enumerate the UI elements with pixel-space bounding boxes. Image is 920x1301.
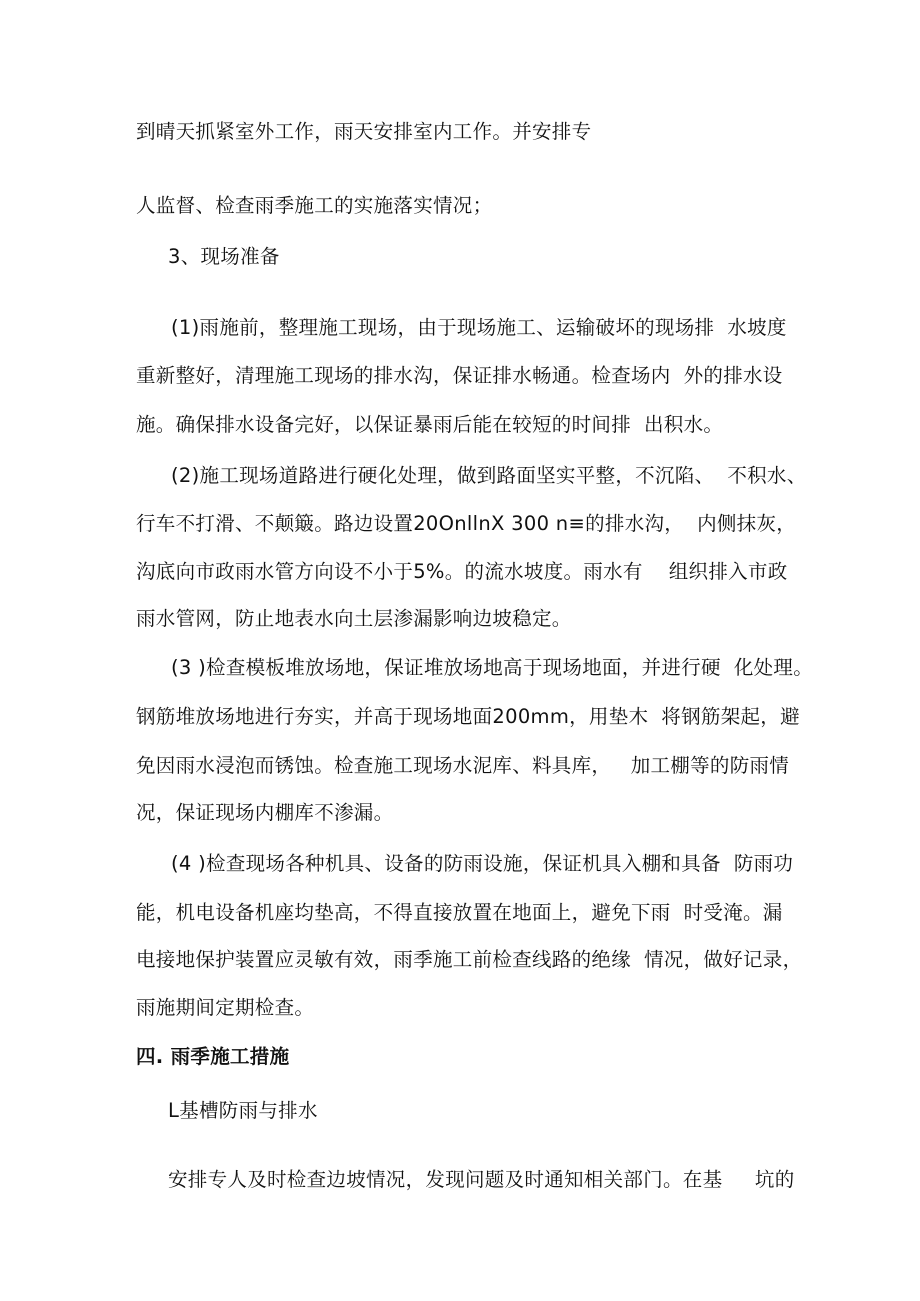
paragraph-line-4: (1)雨施前，整理施工现场，由于现场施工、运输破坏的现场排 水坡度 [171,316,787,339]
subsection-heading-trench-drainage: L基槽防雨与排水 [168,1099,318,1122]
paragraph-line-2: 人监督、检查雨季施工的实施落实情况； [136,194,493,217]
paragraph-line-18: 雨施期间定期检查。 [136,996,315,1019]
paragraph-line-16: 能，机电设备机座均垫高，不得直接放置在地面上，避免下雨 时受淹。漏 [136,901,783,924]
section-heading-rainy-season-measures: 四. 雨季施工措施 [136,1045,290,1068]
paragraph-line-10: 雨水管网，防止地表水向土层渗漏影响边坡稳定。 [136,607,572,630]
paragraph-line-1: 到晴天抓紧室外工作，雨天安排室内工作。并安排专 [136,120,592,143]
paragraph-line-8: 行车不打滑、不颠簸。路边设置20OnllnX 300 n≡的排水沟， 内侧抹灰， [136,512,797,535]
paragraph-line-7: (2)施工现场道路进行硬化处理，做到路面坚实平整，不沉陷、 不积水、 [171,464,807,487]
paragraph-line-17: 电接地保护装置应灵敏有效，雨季施工前检查线路的绝缘 情况，做好记录， [136,948,803,971]
paragraph-line-5: 重新整好，清理施工现场的排水沟，保证排水畅通。检查场内 外的排水设 [136,364,783,387]
paragraph-line-6: 施。确保排水设备完好，以保证暴雨后能在较短的时间排 出积水。 [136,413,724,436]
paragraph-line-11: (3 )检查模板堆放场地，保证堆放场地高于现场地面，并进行硬 化处理。 [171,656,814,679]
paragraph-line-9: 沟底向市政雨水管方向设不小于5%。的流水坡度。雨水有 组织排入市政 [136,560,788,583]
paragraph-line-14: 况，保证现场内棚库不渗漏。 [136,801,394,824]
paragraph-line-13: 免因雨水浸泡而锈蚀。检查施工现场水泥库、料具库， 加工棚等的防雨情 [136,754,790,777]
paragraph-line-15: (4 )检查现场各种机具、设备的防雨设施，保证机具入棚和具备 防雨功 [171,852,794,875]
section-heading-site-preparation: 3、现场准备 [168,245,280,268]
paragraph-line-21: 安排专人及时检查边坡情况，发现问题及时通知相关部门。在基 坑的 [168,1168,795,1191]
paragraph-line-12: 钢筋堆放场地进行夯实，并高于现场地面200mm，用垫木 将钢筋架起，避 [136,705,800,728]
